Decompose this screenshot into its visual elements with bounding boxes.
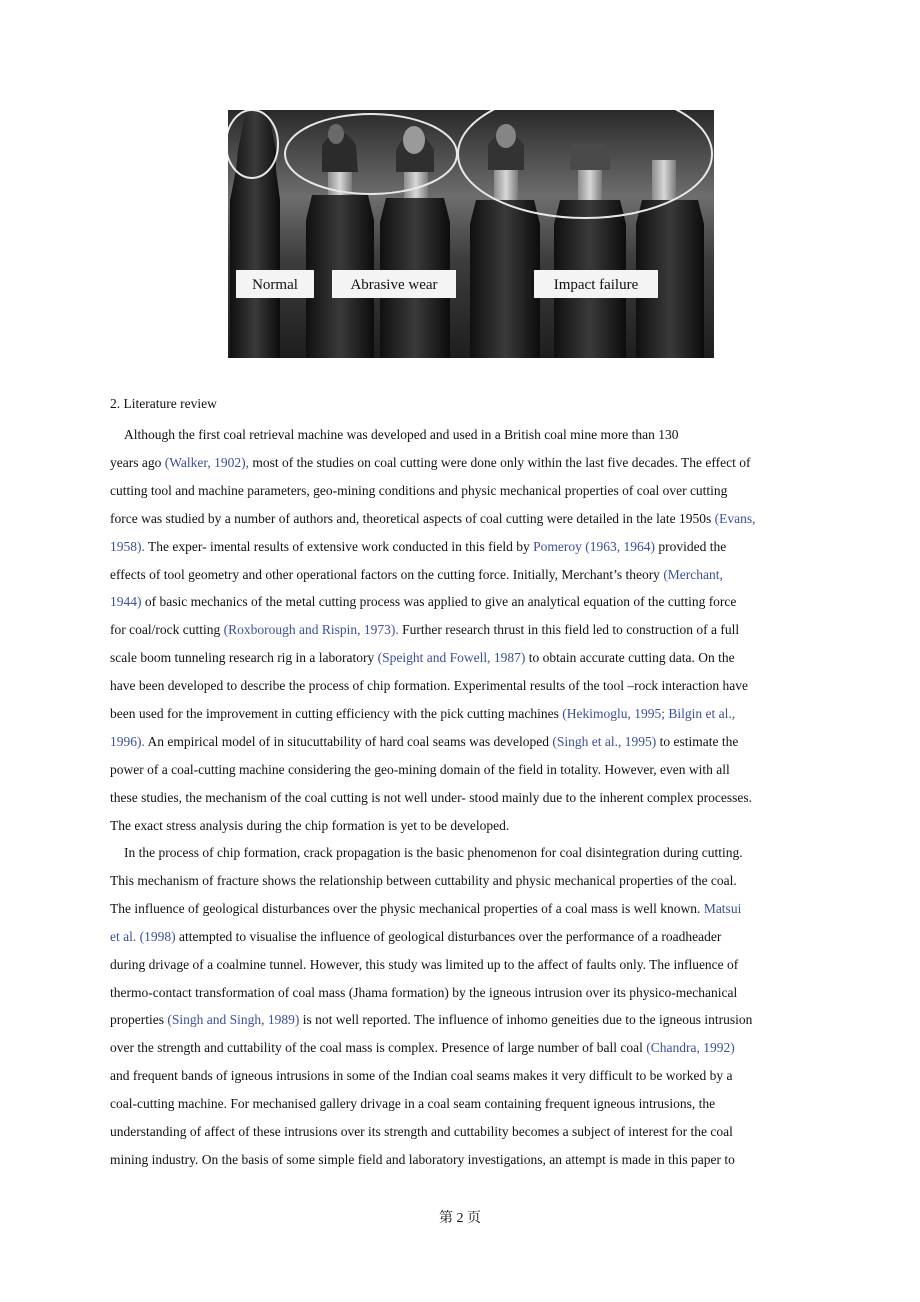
text-line — [110, 839, 822, 867]
citation-link[interactable]: (Roxborough and Rispin, 1973). — [223, 622, 399, 638]
citation-link[interactable]: Matsui — [703, 900, 742, 916]
paragraph-2 — [110, 839, 822, 1174]
text-line — [110, 1034, 822, 1062]
text-run: during drivage of a coalmine tunnel. However, this study was limited up to the affect of faults only. The influence of — [110, 956, 739, 972]
section-heading: 2. Literature review — [110, 396, 217, 411]
citation-link[interactable]: (Hekimoglu, 1995; Bilgin et al., — [562, 706, 736, 722]
text-run: these studies, the mechanism of the coal cutting is not well under- stood mainly due to the inherent complex processes. — [110, 789, 752, 805]
citation-link[interactable]: Pomeroy (1963, 1964) — [533, 538, 656, 554]
text-run: understanding of affect of these intrusions over its strength and cuttability becomes a subject of interest for the coal — [110, 1124, 733, 1140]
text-run: most of the studies on coal cutting were done only within the last five decades. The effect of — [248, 454, 751, 470]
text-line — [110, 449, 822, 477]
citation-link[interactable]: (Evans, — [714, 510, 756, 526]
text-run: provided the — [655, 538, 727, 554]
text-line — [110, 923, 822, 951]
text-line — [110, 588, 822, 616]
text-line — [110, 561, 822, 589]
text-line — [110, 756, 822, 784]
text-run: to estimate the — [656, 733, 739, 749]
text-run: properties — [110, 1012, 168, 1028]
pick-wear-photo — [228, 110, 714, 358]
text-run: Further research thrust in this field led to construction of a full — [398, 622, 740, 638]
text-line — [110, 812, 822, 840]
text-line — [110, 505, 822, 533]
text-run: years ago — [110, 454, 165, 470]
text-run: thermo-contact transformation of coal mass (Jhama formation) by the igneous intrusion over its physico-mechanical — [110, 984, 738, 1000]
text-line — [110, 728, 822, 756]
text-line — [110, 616, 822, 644]
text-line — [110, 979, 822, 1007]
text-run: cutting tool and machine parameters, geo-mining conditions and physic mechanical properties of coal over cutting — [110, 482, 728, 498]
text-line — [110, 672, 822, 700]
text-line — [110, 895, 822, 923]
pick-wear-illustration — [228, 110, 714, 358]
figure-label-abrasive-wear: Abrasive wear — [350, 277, 438, 293]
citation-link[interactable]: (Chandra, 1992) — [646, 1040, 735, 1056]
text-run: attempted to visualise the influence of geological disturbances over the performance of a roadheader — [175, 928, 722, 944]
citation-link[interactable]: (Speight and Fowell, 1987) — [377, 650, 526, 666]
text-run: This mechanism of fracture shows the relationship between cuttability and physic mechanical properties of the coal. — [110, 872, 737, 888]
text-run: is not well reported. The influence of inhomo geneities due to the igneous intrusion — [299, 1012, 753, 1028]
text-line — [110, 1090, 822, 1118]
text-run: have been developed to describe the process of chip formation. Experimental results of the tool –rock interaction have — [110, 678, 749, 694]
citation-link[interactable]: (Singh and Singh, 1989) — [167, 1012, 300, 1028]
text-run: been used for the improvement in cutting efficiency with the pick cutting machines — [110, 706, 563, 722]
citation-link[interactable]: 1996). — [110, 733, 145, 749]
text-line — [110, 421, 822, 449]
text-line — [110, 700, 822, 728]
text-line — [110, 533, 822, 561]
text-run: of basic mechanics of the metal cutting process was applied to give an analytical equation of the cutting force — [141, 594, 737, 610]
citation-link[interactable]: (Singh et al., 1995) — [552, 733, 657, 749]
text-run: force was studied by a number of authors and, theoretical aspects of coal cutting were detailed in the late 1950s — [110, 510, 715, 526]
text-run: An empirical model of in situcuttability of hard coal seams was developed — [144, 733, 553, 749]
text-run: and frequent bands of igneous intrusions in some of the Indian coal seams makes it very difficult to be worked by a — [110, 1068, 733, 1084]
text-line — [110, 644, 822, 672]
text-line — [110, 1062, 822, 1090]
text-run: The exper- imental results of extensive work conducted in this field by — [144, 538, 534, 554]
text-run: mining industry. On the basis of some simple field and laboratory investigations, an attempt is made in this paper to — [110, 1151, 735, 1167]
text-run: The exact stress analysis during the chip formation is yet to be developed. — [110, 817, 510, 833]
text-run: over the strength and cuttability of the coal mass is complex. Presence of large number of ball coal — [110, 1040, 647, 1056]
text-line — [110, 784, 822, 812]
figure-label-normal: Normal — [252, 277, 298, 293]
citation-link[interactable]: et al. (1998) — [110, 928, 176, 944]
text-run: The influence of geological disturbances over the physic mechanical properties of a coal mass is well known. — [110, 900, 704, 916]
citation-link[interactable]: (Walker, 1902), — [164, 454, 249, 470]
text-run: coal-cutting machine. For mechanised gallery drivage in a coal seam containing frequent igneous intrusions, the — [110, 1096, 716, 1112]
text-run: for coal/rock cutting — [110, 622, 224, 638]
citation-link[interactable]: 1944) — [110, 594, 142, 610]
text-run: to obtain accurate cutting data. On the — [525, 650, 735, 666]
text-line — [110, 477, 822, 505]
figure-label-impact-failure: Impact failure — [553, 277, 639, 293]
text-run: scale boom tunneling research rig in a laboratory — [110, 650, 378, 666]
page-footer: 第 2 页 — [439, 1211, 481, 1226]
paragraph-1 — [110, 421, 822, 840]
text-run: power of a coal-cutting machine considering the geo-mining domain of the field in totality. However, even with all — [110, 761, 730, 777]
text-run: In the process of chip formation, crack propagation is the basic phenomenon for coal disintegration during cutting. — [124, 845, 743, 860]
text-line — [110, 1118, 822, 1146]
text-line — [110, 1146, 822, 1174]
citation-link[interactable]: (Merchant, — [663, 566, 723, 582]
text-line — [110, 867, 822, 895]
text-line — [110, 1006, 822, 1034]
text-line — [110, 951, 822, 979]
citation-link[interactable]: 1958). — [110, 538, 145, 554]
text-run: Although the first coal retrieval machine was developed and used in a British coal mine more than 130 — [124, 427, 679, 442]
text-run: effects of tool geometry and other operational factors on the cutting force. Initially, Merchant’s theory — [110, 566, 664, 582]
